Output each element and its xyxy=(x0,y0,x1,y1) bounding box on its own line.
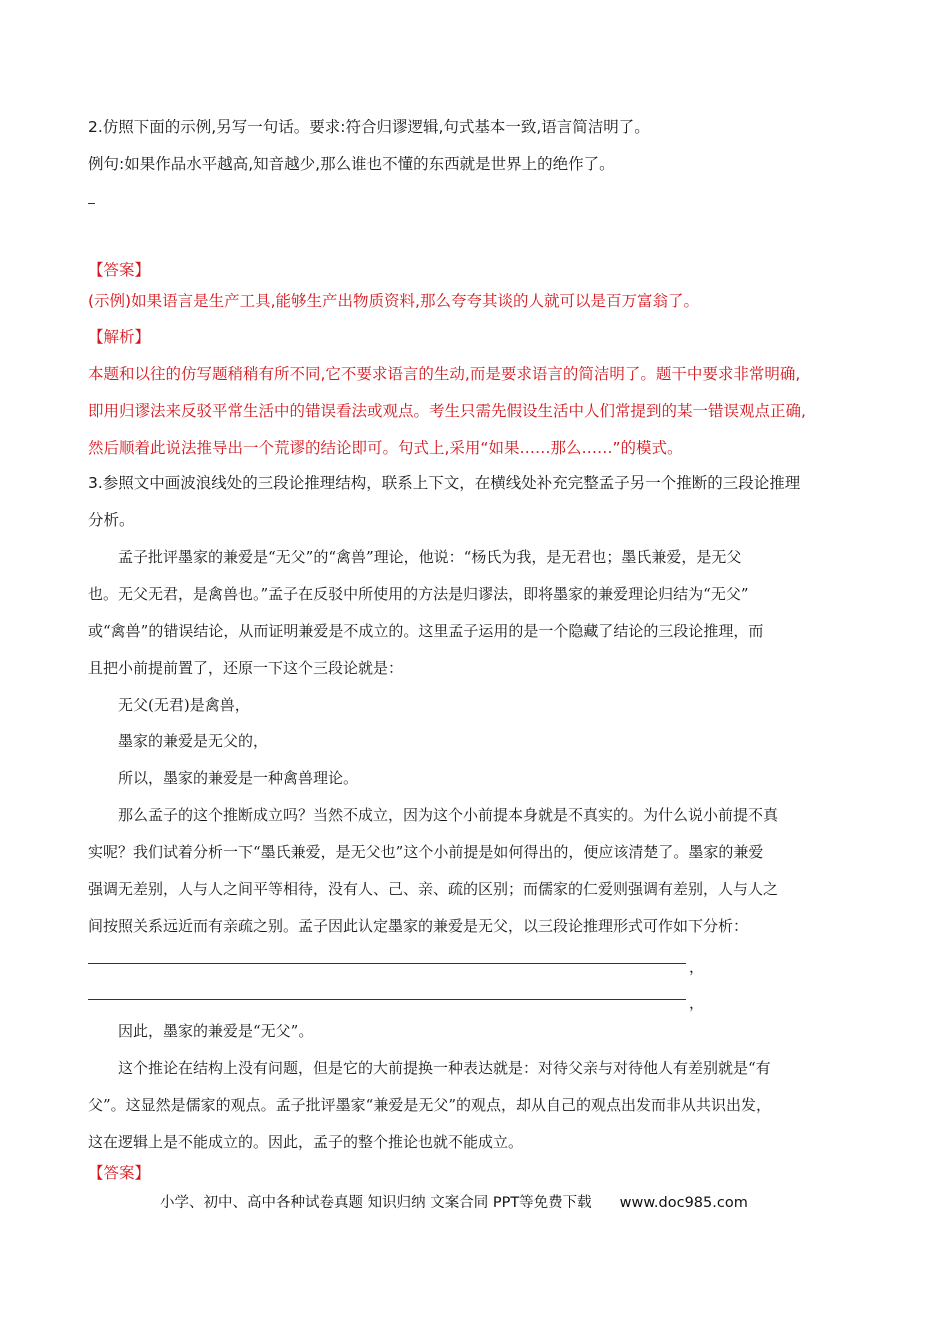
passage-line: 孟子批评墨家的兼爱是“无父”的“禽兽”理论，他说：“杨氏为我，是无君也；墨氏兼爱，是无父 xyxy=(118,548,742,566)
passage-line: 强调无差别，人与人之间平等相待，没有人、己、亲、疏的区别；而儒家的仁爱则强调有差别，人与人之 xyxy=(88,880,779,898)
q2-answer-tag: 【答案】 xyxy=(88,261,151,279)
q2-analysis-line: 然后顺着此说法推导出一个荒谬的结论即可。句式上,采用“如果……那么……”的模式。 xyxy=(88,439,683,457)
blank-comma: ， xyxy=(689,958,705,976)
text-cursor xyxy=(88,203,95,204)
q2-analysis-line: 本题和以往的仿写题稍稍有所不同,它不要求语言的生动,而是要求语言的简洁明了。题干中要求非常明确, xyxy=(88,365,801,383)
blank-comma: ， xyxy=(689,994,705,1012)
conclusion-line: 因此，墨家的兼爱是“无父”。 xyxy=(118,1022,314,1040)
q3-prompt-line: 分析。 xyxy=(88,511,135,529)
passage-line: 那么孟子的这个推断成立吗？当然不成立，因为这个小前提本身就是不真实的。为什么说小前提不真 xyxy=(118,806,779,824)
passage-line: 父”。这显然是儒家的观点。孟子批评墨家“兼爱是无父”的观点，却从自己的观点出发而非从共识出发， xyxy=(88,1096,772,1114)
footer-url[interactable]: www.doc985.com xyxy=(619,1195,748,1211)
footer-text: 小学、初中、高中各种试卷真题 知识归纳 文案合同 PPT等免费下载 xyxy=(160,1195,592,1211)
passage-line: 间按照关系远近而有亲疏之别。孟子因此认定墨家的兼爱是无父，以三段论推理形式可作如下分析： xyxy=(88,917,749,935)
q2-example: 例句:如果作品水平越高,知音越少,那么谁也不懂的东西就是世界上的绝作了。 xyxy=(88,155,615,173)
answer-blank-line[interactable] xyxy=(88,963,686,964)
passage-line: 也。无父无君，是禽兽也。”孟子在反驳中所使用的方法是归谬法，即将墨家的兼爱理论归结为“无父” xyxy=(88,585,749,603)
q2-analysis-tag: 【解析】 xyxy=(88,328,151,346)
passage-line: 实呢？我们试着分析一下“墨氏兼爱，是无父也”这个小前提是如何得出的，便应该清楚了。墨家的兼爱 xyxy=(88,843,764,861)
q2-answer: (示例)如果语言是生产工具,能够生产出物质资料,那么夸夸其谈的人就可以是百万富翁了。 xyxy=(88,292,699,310)
q3-answer-tag: 【答案】 xyxy=(88,1164,151,1182)
q3-prompt-line: 3.参照文中画波浪线处的三段论推理结构，联系上下文，在横线处补充完整孟子另一个推断的三段论推理 xyxy=(88,474,801,492)
syllogism-line: 所以，墨家的兼爱是一种禽兽理论。 xyxy=(118,769,359,787)
answer-blank-line[interactable] xyxy=(88,999,686,1000)
page-footer xyxy=(160,1191,748,1212)
passage-line: 或“禽兽”的错误结论，从而证明兼爱是不成立的。这里孟子运用的是一个隐藏了结论的三段论推理，而 xyxy=(88,622,764,640)
syllogism-line: 无父(无君)是禽兽， xyxy=(118,696,250,714)
q2-analysis-line: 即用归谬法来反驳平常生活中的错误看法或观点。考生只需先假设生活中人们常提到的某一错误观点正确, xyxy=(88,402,806,420)
syllogism-line: 墨家的兼爱是无父的， xyxy=(118,732,269,750)
passage-line: 这在逻辑上是不能成立的。因此，孟子的整个推论也就不能成立。 xyxy=(88,1133,524,1151)
q2-prompt: 2.仿照下面的示例,另写一句话。要求:符合归谬逻辑,句式基本一致,语言简洁明了。 xyxy=(88,118,650,136)
passage-line: 且把小前提前置了，还原一下这个三段论就是： xyxy=(88,659,404,677)
passage-line: 这个推论在结构上没有问题，但是它的大前提换一种表达就是：对待父亲与对待他人有差别就是“有 xyxy=(118,1059,771,1077)
